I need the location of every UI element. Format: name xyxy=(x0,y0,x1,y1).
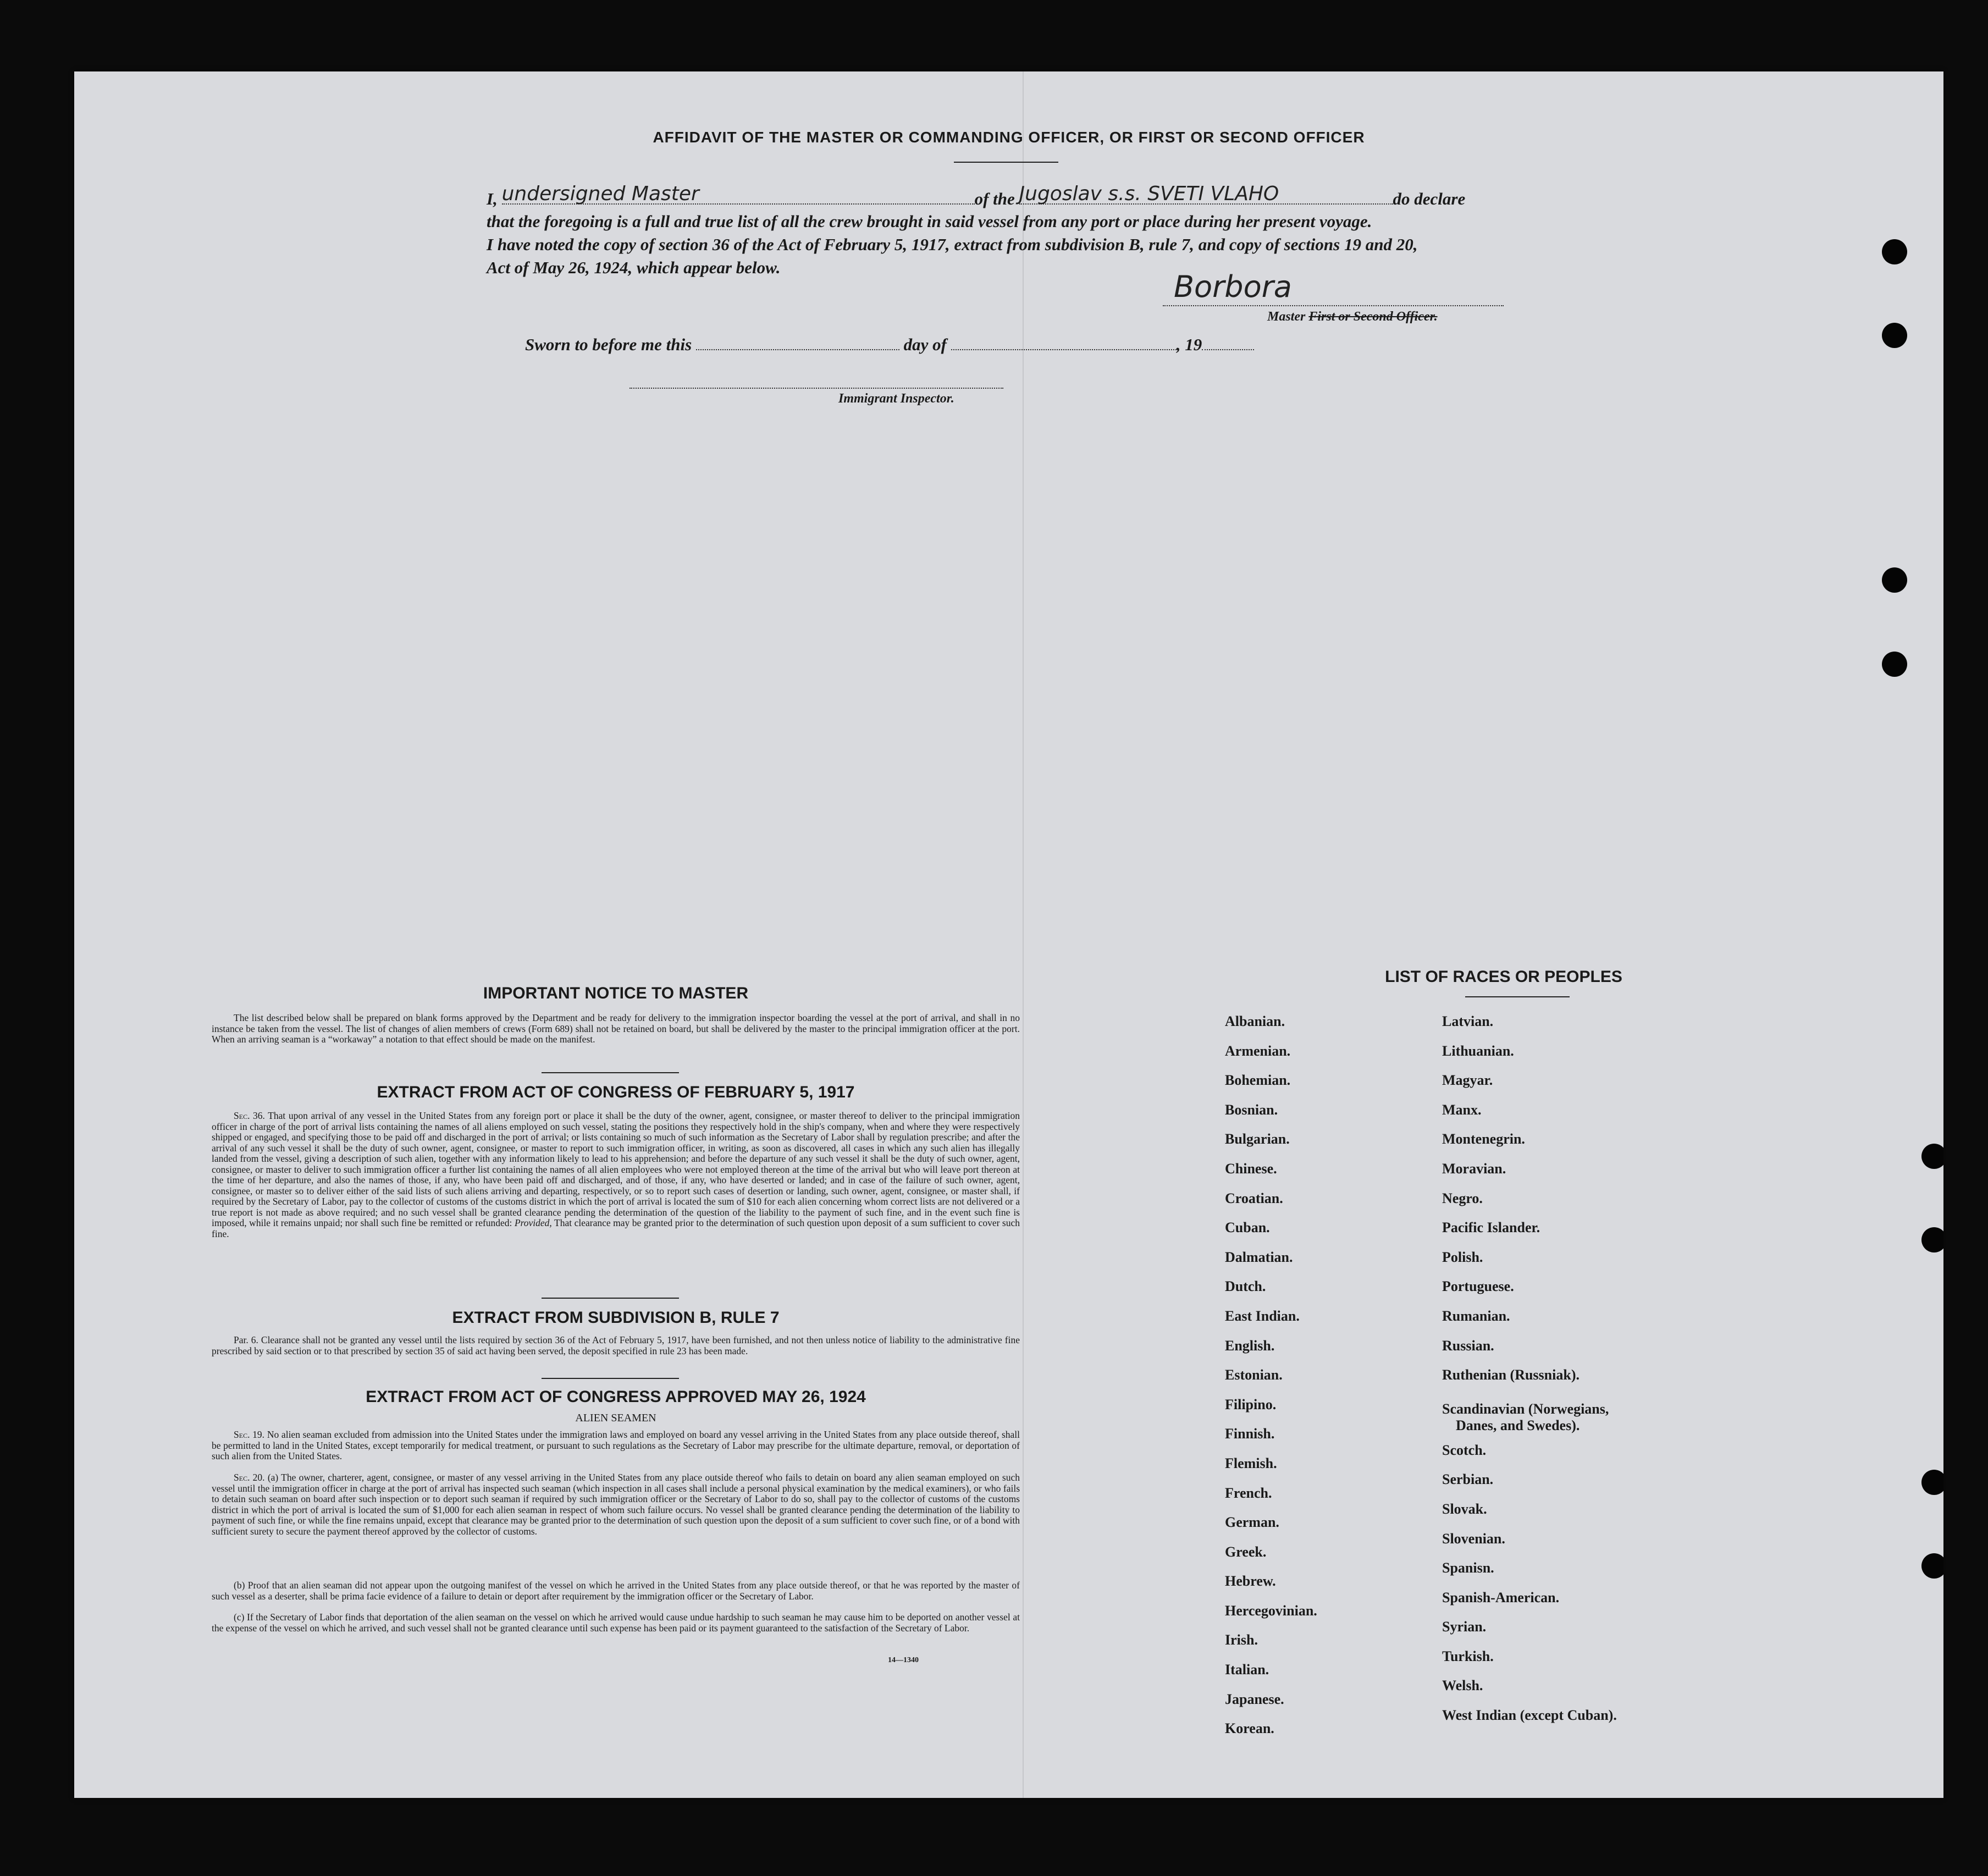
race-item: Flemish. xyxy=(1225,1455,1277,1471)
binder-hole xyxy=(1882,239,1907,264)
race-item: Ruthenian (Russniak). xyxy=(1442,1367,1580,1383)
sworn-line: Sworn to before me this day of , 19 xyxy=(525,333,1603,356)
race-item: Croatian. xyxy=(1225,1190,1283,1206)
notice-title: IMPORTANT NOTICE TO MASTER xyxy=(483,984,749,1002)
declaration-line-2: that the foregoing is a full and true list of all the crew brought in said vessel from any port or place during her present voyage. xyxy=(487,212,1372,231)
race-item: West Indian (except Cuban). xyxy=(1442,1707,1617,1724)
extract-1924-title: EXTRACT FROM ACT OF CONGRESS APPROVED MAY 26, 1924 xyxy=(366,1388,866,1406)
binder-hole xyxy=(1921,1553,1943,1579)
race-item: Spanisn. xyxy=(1442,1560,1494,1576)
extract-1917-text xyxy=(212,1111,1020,1239)
extract-1917-title: EXTRACT FROM ACT OF CONGRESS OF FEBRUARY 5, 1917 xyxy=(377,1083,855,1101)
race-item: Montenegrin. xyxy=(1442,1131,1525,1147)
race-item: Italian. xyxy=(1225,1662,1269,1678)
race-item: Serbian. xyxy=(1442,1471,1494,1488)
proviso-text: That clearance may be granted prior to the determination of such question upon deposit of a sum sufficient to cover such fine. xyxy=(212,1217,1020,1239)
race-item: Turkish. xyxy=(1442,1648,1494,1664)
binder-hole xyxy=(1882,323,1907,348)
race-item: Dutch. xyxy=(1225,1278,1266,1295)
race-item: East Indian. xyxy=(1225,1307,1300,1324)
races-title: LIST OF RACES OR PEOPLES xyxy=(1385,968,1622,986)
race-item: Albanian. xyxy=(1225,1013,1285,1029)
race-item: Bosnian. xyxy=(1225,1101,1278,1118)
decl-prefix: I, xyxy=(487,189,498,208)
inspector-label: Immigrant Inspector. xyxy=(838,391,954,406)
binder-hole xyxy=(1882,567,1907,593)
races-left-column xyxy=(1225,1013,1317,1750)
sworn-year-field xyxy=(1202,333,1254,350)
rule7-text: Par. 6. Clearance shall not be granted any vessel until the lists required by section 36 of the Act of February 5, 1917, have been furnished, and not then unless notice of liability to the administrative fine prescribed by said section or to that prescribed by section 35 of said act having been served, the deposit specified in rule 23 has been made. xyxy=(212,1334,1020,1356)
sec36-body: That upon arrival of any vessel in the United States from any foreign port or place it shall be the duty of the owner, agent, consignee, or master thereof to deliver to the principal immigration officer in charge of the port of arrival lists containing the names of all aliens employed on such vessel, stating the positions they respectively hold in the ship's company, when and where they were respectively shipped or engaged, and specifying those to be paid off and discharged in the port of arrival; or lists containing so much of such information as the Secretary of Labor shall by regulation prescribe; and after the arrival of any such vessel it shall be the duty of such owner, agent, consignee, or master to report to such immigration officer, in writing, as soon as discovered, all cases in which any such alien has illegally landed from the vessel, giving a description of such alien, together with any information likely to lead to his apprehension; and before the departure of any such vessel it shall be the duty of such owner, agent, consignee, or master to deliver to such immigration officer a further list containing the names of all alien employees who were not employed thereon at the time of the arrival but who will leave port thereon at the time of her departure, and also the names of those, if any, who have been paid off and discharged, and of those, if any, who have deserted or landed; and in case of the failure of such owner, agent, consignee, or master so to deliver either of the said lists of such aliens arriving and departing, respectively, or so to report such cases of desertion or landing, such owner, agent, consignee, or master shall, if required by the Secretary of Labor, pay to the collector of customs of the customs district in which the port of arrival is located the sum of $10 for each alien concerning whom correct lists are not delivered or a true report is not made as above required; and no such vessel shall be granted clearance pending the determination of the question of the liability to the payment of such fine, and in the event such fine is imposed, while it remains unpaid; nor shall such fine be remitted or refunded: xyxy=(212,1110,1020,1228)
sec20a-body: (a) The owner, charterer, agent, consignee, or master of any vessel arriving in the United States from any place outside thereof who fails to detain on board any alien seaman employed on such vessel until the immigration officer in charge at the port of arrival has inspected such seaman (which inspection in all cases shall include a personal physical examination by the medical examiners), or who fails to detain such seaman on board after such inspection or to deport such seaman if required by such immigration officer or the Secretary of Labor to do so, shall pay to the collector of customs of the customs district in which the port of arrival is located the sum of $1,000 for each alien seaman in respect of whom such failure occurs. No vessel shall be granted clearance pending the determination of the liability to payment of such fine, or while the fine remains unpaid, except that clearance may be granted prior to the determination of such question upon the deposit of a sum sufficient to cover such fine, or of a bond with sufficient surety to secure the payment thereof approved by the collector of customs. xyxy=(212,1472,1020,1537)
race-item: French. xyxy=(1225,1485,1272,1501)
race-item: Latvian. xyxy=(1442,1013,1494,1029)
race-item: Russian. xyxy=(1442,1337,1494,1354)
sworn-day-field xyxy=(696,333,899,350)
sec19-body: No alien seaman excluded from admission into the United States under the immigration laws and employed on board any vessel arriving in the United States from any place outside thereof, shall be permitted to land in the United States, except temporarily for medical treatment, or pursuant to such regulations as the Secretary of Labor may prescribe for the ultimate departure, removal, or deportation of such alien from the United States. xyxy=(212,1429,1020,1461)
race-item: Hercegovinian. xyxy=(1225,1602,1317,1619)
race-item: Slovak. xyxy=(1442,1500,1487,1517)
race-item: Rumanian. xyxy=(1442,1307,1510,1324)
sec19-label: Sec. 19. xyxy=(234,1429,265,1440)
race-item: Japanese. xyxy=(1225,1691,1284,1707)
handwritten-name: undersigned Master xyxy=(501,183,699,205)
signature: Borbora xyxy=(1174,269,1292,304)
race-item: Scandinavian (Norwegians, xyxy=(1442,1400,1609,1417)
race-item: Chinese. xyxy=(1225,1160,1277,1177)
race-item: Welsh. xyxy=(1442,1678,1483,1694)
sec19-text xyxy=(212,1430,1020,1462)
declaration-line-1 xyxy=(487,183,1564,211)
sworn-prefix: Sworn to before me this xyxy=(525,335,692,354)
race-item-cont: Danes, and Swedes). xyxy=(1456,1417,1580,1433)
race-item: Korean. xyxy=(1225,1720,1274,1737)
binder-hole xyxy=(1882,652,1907,677)
form-number: 14—1340 xyxy=(888,1656,919,1664)
race-item: Hebrew. xyxy=(1225,1573,1276,1590)
title-rule xyxy=(954,162,1058,163)
race-item: Greek. xyxy=(1225,1543,1267,1560)
rule7-title: EXTRACT FROM SUBDIVISION B, RULE 7 xyxy=(452,1309,780,1327)
affidavit-title: AFFIDAVIT OF THE MASTER OR COMMANDING OFFICER, OR FIRST OR SECOND OFFICER xyxy=(653,129,1365,146)
races-rule xyxy=(1465,996,1570,997)
alien-seamen-subtitle: ALIEN SEAMEN xyxy=(575,1412,656,1424)
race-item: Finnish. xyxy=(1225,1426,1275,1442)
sec20b-text: (b) Proof that an alien seaman did not appear upon the outgoing manifest of the vessel on which he arrived in the United States from any place outside thereof, or that he was reported by the master of such vessel as a deserter, shall be prima facie evidence of a failure to detain or deport after requirement by the immigration officer or the Secretary of Labor. xyxy=(212,1580,1020,1602)
binder-hole xyxy=(1921,1470,1943,1495)
binder-hole xyxy=(1921,1227,1943,1252)
race-item: Polish. xyxy=(1442,1249,1483,1265)
race-item: Lithuanian. xyxy=(1442,1042,1514,1059)
divider-1 xyxy=(542,1072,679,1073)
race-item: Armenian. xyxy=(1225,1042,1291,1059)
declaration-line-3: I have noted the copy of section 36 of the Act of February 5, 1917, extract from subdivision B, rule 7, and copy of sections 19 and 20, xyxy=(487,235,1418,254)
inspector-line xyxy=(629,388,1003,389)
race-item: Slovenian. xyxy=(1442,1530,1505,1547)
race-item: Magyar. xyxy=(1442,1072,1493,1089)
race-item: Negro. xyxy=(1442,1190,1483,1206)
caption-master: Master xyxy=(1267,310,1306,324)
sworn-day-label: day of xyxy=(903,335,947,354)
decl-mid: of the xyxy=(974,189,1015,208)
race-item: Estonian. xyxy=(1225,1367,1283,1383)
vessel-field xyxy=(1019,183,1393,205)
race-item: Bohemian. xyxy=(1225,1072,1291,1089)
signature-line xyxy=(1163,305,1504,306)
sworn-year: 19 xyxy=(1185,335,1202,354)
race-item: Cuban. xyxy=(1225,1220,1270,1236)
handwritten-vessel: Jugoslav s.s. SVETI VLAHO xyxy=(1019,183,1279,205)
races-right-column xyxy=(1442,1013,1617,1737)
divider-3 xyxy=(542,1378,679,1379)
divider-2 xyxy=(542,1298,679,1299)
page-fold xyxy=(1023,71,1024,1798)
race-item: Moravian. xyxy=(1442,1160,1506,1177)
sec20a-text xyxy=(212,1472,1020,1537)
race-item: Bulgarian. xyxy=(1225,1131,1290,1147)
race-item: Dalmatian. xyxy=(1225,1249,1293,1265)
sec20c-text: (c) If the Secretary of Labor finds that deportation of the alien seaman on the vessel on which he arrived would cause undue hardship to such seaman he may cause him to be deported on another vessel at the expense of the vessel on which he arrived, and such vessel shall not be granted clearance until such expense has been paid or its payment guaranteed to the satisfaction of the Secretary of Labor. xyxy=(212,1612,1020,1634)
notice-text: The list described below shall be prepared on blank forms approved by the Department and be ready for delivery to the immigration inspector boarding the vessel at the port of arrival, and shall in no instance be taken from the vessel. The list of changes of alien members of crews (Form 689) shall not be retained on board, but shall be delivered by the master to the principal immigration officer at the port. When an arriving seaman is a “workaway” a notation to that effect should be made on the manifest. xyxy=(212,1012,1020,1045)
sec36-label: Sec. 36. xyxy=(234,1110,265,1121)
sworn-month-field xyxy=(951,333,1177,350)
binder-hole xyxy=(1921,1144,1943,1169)
caption-struck: First or Second Officer. xyxy=(1308,310,1438,324)
name-field xyxy=(501,183,975,205)
race-item: Manx. xyxy=(1442,1101,1482,1118)
race-item: Spanish-American. xyxy=(1442,1589,1560,1605)
declaration-line-4: Act of May 26, 1924, which appear below. xyxy=(487,258,781,277)
race-item: Filipino. xyxy=(1225,1396,1277,1412)
document-page xyxy=(74,71,1943,1798)
race-item: Pacific Islander. xyxy=(1442,1220,1540,1236)
race-item: Scotch. xyxy=(1442,1442,1487,1458)
decl-suffix: do declare xyxy=(1393,189,1466,208)
race-item: Irish. xyxy=(1225,1632,1258,1648)
signature-caption xyxy=(1267,310,1438,324)
race-item: Portuguese. xyxy=(1442,1278,1514,1295)
sec20-label: Sec. 20. xyxy=(234,1472,265,1483)
race-item: English. xyxy=(1225,1337,1275,1354)
proviso-label: Provided, xyxy=(514,1217,552,1228)
race-item: Syrian. xyxy=(1442,1619,1487,1635)
race-item: German. xyxy=(1225,1514,1279,1531)
